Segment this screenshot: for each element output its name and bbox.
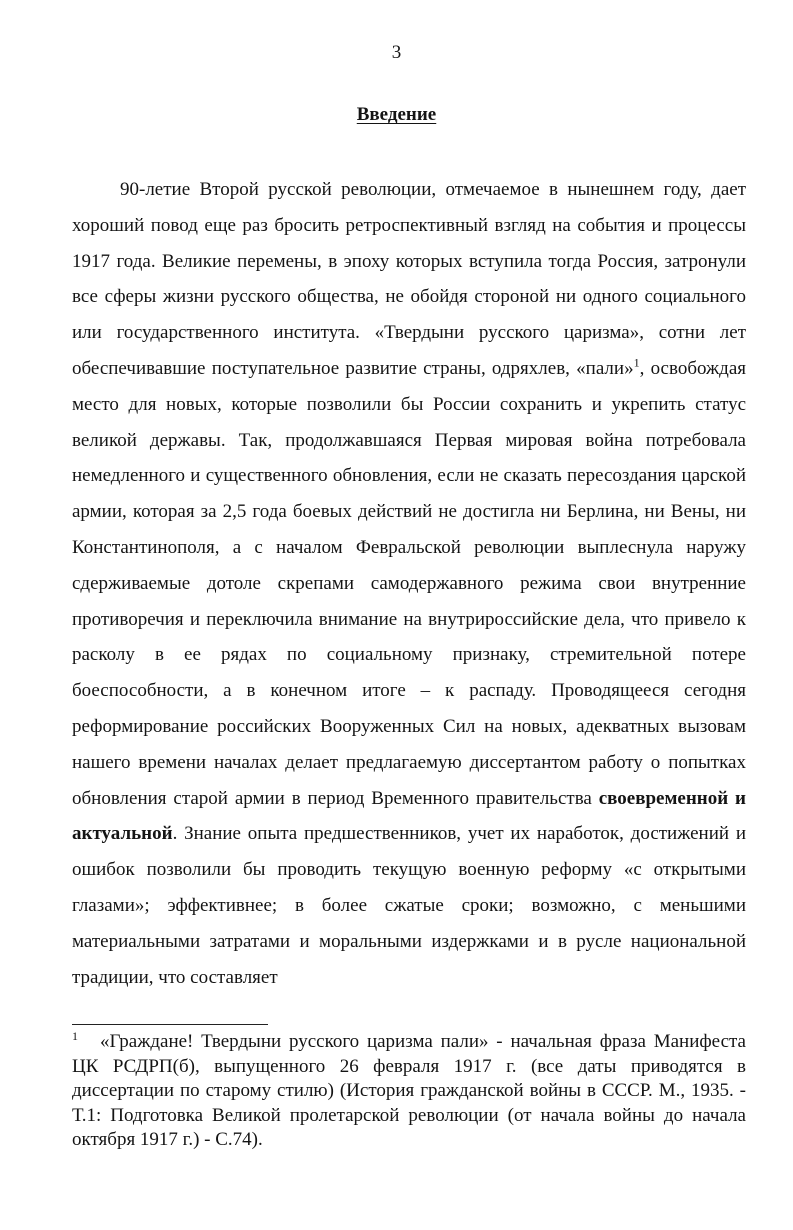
footnote-reference: 1	[633, 355, 640, 370]
body-paragraph	[72, 172, 746, 995]
body-text-segment-3: . Знание опыта предшественников, учет их наработок, достижений и ошибок позволили бы проводить текущую военную реформу «с открытыми глазами»; эффективнее; в более сжатые сроки; возможно, с меньшими материальными затратами и моральными издержками и в русле национальной традиции, что составляет	[72, 823, 746, 988]
body-text	[72, 172, 746, 995]
emphasis-text: своевременной и актуальной	[72, 787, 746, 845]
footnote	[72, 1030, 746, 1153]
footnote-mark: 1	[72, 1028, 78, 1043]
footnote-divider	[72, 1024, 268, 1025]
page-heading: Введение	[356, 104, 437, 125]
footnote-text: «Граждане! Твердыни русского царизма пали» - начальная фраза Манифеста ЦК РСДРП(б), выпущенного 26 февраля 1917 г. (все даты приводятся в диссертации по старому стилю) (История гражданской войны в СССР. М., 1935. - Т.1: Подготовка Великой пролетарской революции (от начала войны до начала октября 1917 г.) - С.74).	[72, 1031, 746, 1150]
page-number: 3	[391, 42, 402, 63]
body-text-segment-1: 90-летие Второй русской революции, отмечаемое в нынешнем году, дает хороший повод еще раз бросить ретроспективный взгляд на события и процессы 1917 года. Великие перемены, в эпоху которых вступила тогда Россия, затронули все сферы жизни русского общества, не обойдя стороной ни одного социального или государственного института. «Твердыни русского царизма», сотни лет обеспечивавшие поступательное развитие страны, одряхлев, «пали»	[72, 179, 746, 379]
body-text-segment-2: , освобождая место для новых, которые позволили бы России сохранить и укрепить статус великой державы. Так, продолжавшаяся Первая мировая война потребовала немедленного и существенного обновления, если не сказать пересоздания царской армии, которая за 2,5 года боевых действий не достигла ни Берлина, ни Вены, ни Константинополя, а с началом Февральской революции выплеснула наружу сдерживаемые дотоле скрепами самодержавного режима свои внутренние противоречия и переключила внимание на внутрироссийские дела, что привело к расколу в ее рядах по социальному признаку, стремительной потере боеспособности, а в конечном итоге – к распаду. Проводящееся сегодня реформирование российских Вооруженных Сил на новых, адекватных вызовам нашего времени началах делает предлагаемую диссертантом работу о попытках обновления старой армии в период Временного правительства	[72, 357, 746, 809]
